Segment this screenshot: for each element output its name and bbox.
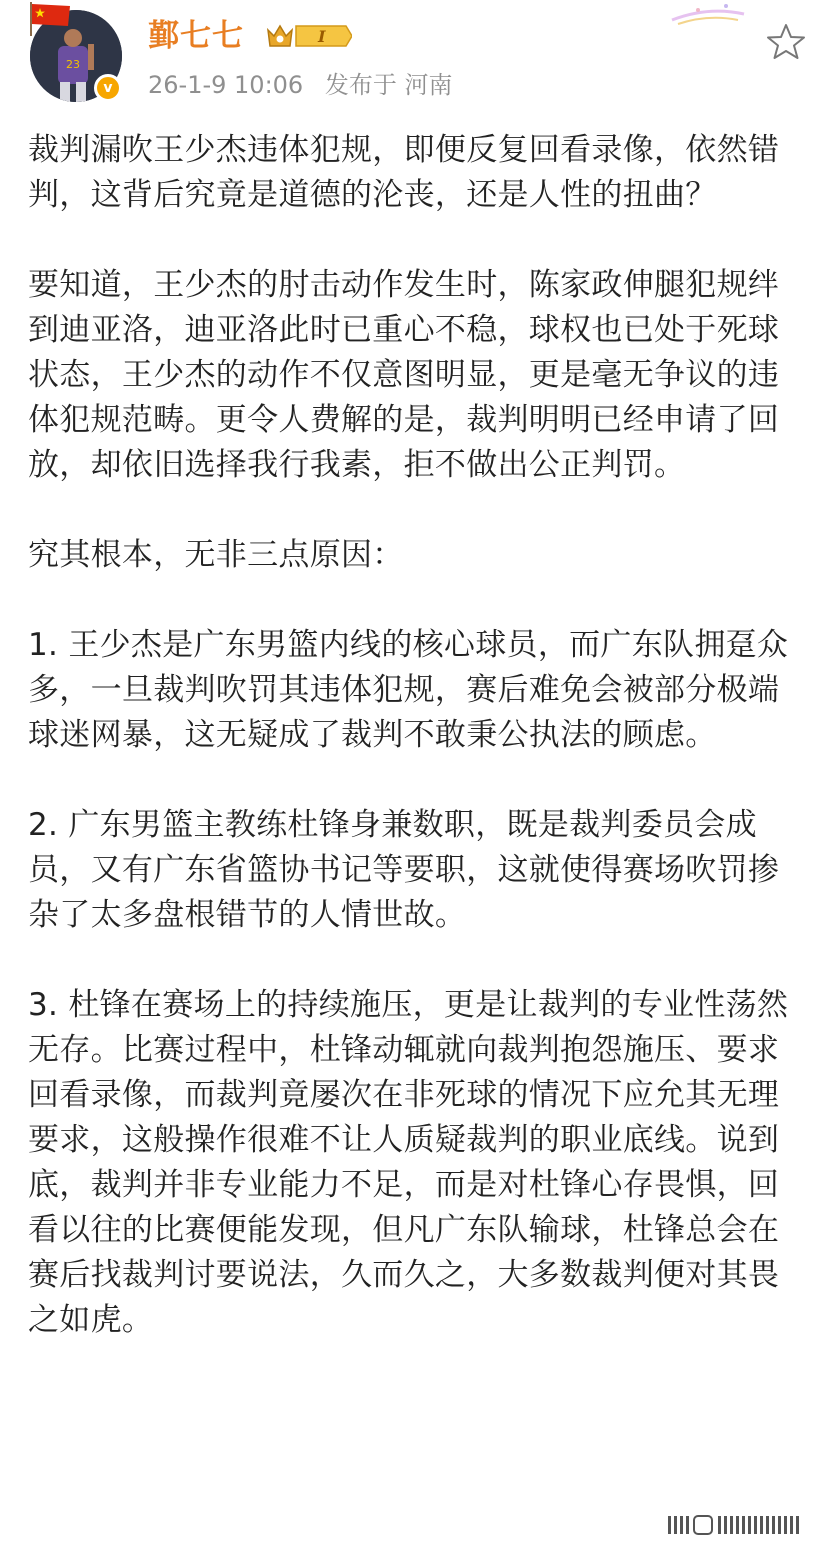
post-paragraph: 要知道，王少杰的肘击动作发生时，陈家政伸腿犯规绊到迪亚洛，迪亚洛此时已重心不稳，球权也已处于死球状态，王少杰的动作不仅意图明显，更是毫无争议的违体犯规范畴。更令人费解的是，裁判明明已经申请了回放，却依旧选择我行我素，拒不做出公正判罚。 xyxy=(28,267,780,483)
level-badge-text: I xyxy=(318,27,326,46)
post-paragraph: 2. 广东男篮主教练杜锋身兼数职，既是裁判委员会成员，又有广东省篮协书记等要职，这就使得赛场吹罚掺杂了太多盘根错节的人情世故。 xyxy=(28,807,780,933)
post-body xyxy=(28,128,808,1343)
post-paragraph: 裁判漏吹王少杰违体犯规，即便反复回看录像，依然错判，这背后究竟是道德的沦丧，还是人性的扭曲？ xyxy=(28,132,780,213)
post-paragraph: 究其根本，无非三点原因： xyxy=(28,537,404,573)
post-header xyxy=(0,0,833,110)
post-meta xyxy=(148,70,466,100)
verified-badge-icon: v xyxy=(94,74,122,102)
post-source: 发布于 河南 xyxy=(324,71,453,99)
watermark-bars-icon xyxy=(668,1510,808,1540)
post-timestamp: 26-1-9 10:06 xyxy=(148,71,304,99)
level-crown-badge[interactable] xyxy=(266,20,352,52)
china-flag-icon xyxy=(26,2,72,36)
avatar-jersey-number: 23 xyxy=(66,58,80,71)
decoration-sparkle-icon xyxy=(668,0,748,30)
star-outline-icon[interactable] xyxy=(766,22,806,62)
post-paragraph: 3. 杜锋在赛场上的持续施压，更是让裁判的专业性荡然无存。比赛过程中，杜锋动辄就向裁判抱怨施压、要求回看录像，而裁判竟屡次在非死球的情况下应允其无理要求，这般操作很难不让人质疑裁判的职业底线。说到底，裁判并非专业能力不足，而是对杜锋心存畏惧，回看以往的比赛便能发现，但凡广东队输球，杜锋总会在赛后找裁判讨要说法，久而久之，大多数裁判便对其畏之如虎。 xyxy=(28,987,789,1338)
author-name[interactable]: 鄞七七 xyxy=(148,18,244,54)
post-paragraph: 1. 王少杰是广东男篮内线的核心球员，而广东队拥趸众多，一旦裁判吹罚其违体犯规，赛后难免会被部分极端球迷网暴，这无疑成了裁判不敢秉公执法的顾虑。 xyxy=(28,627,789,753)
